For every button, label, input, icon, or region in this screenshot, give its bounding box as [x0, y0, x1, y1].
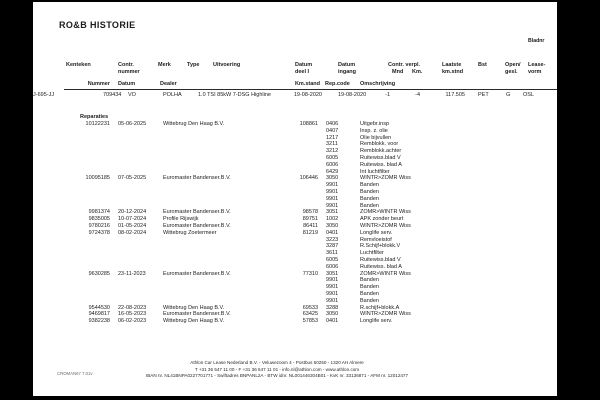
repair-description: R.Schijf+blokk.V	[360, 243, 401, 250]
repair-line	[33, 291, 557, 298]
repair-dealer: Wittebrug Den Haag B.V.	[163, 304, 225, 311]
repair-line	[33, 284, 557, 291]
repair-line	[33, 237, 557, 244]
repairs-list	[33, 121, 557, 325]
repair-kmstand: 69533	[302, 304, 318, 311]
repair-code: 3050	[326, 175, 339, 182]
repair-line	[33, 141, 557, 148]
col-header-datum: Datum	[118, 81, 136, 87]
repair-number: 9469817	[88, 311, 110, 318]
vehicle-type: POLHA	[163, 92, 182, 98]
repair-code: 3223	[326, 236, 339, 243]
col-header-km: Km.	[412, 69, 423, 75]
repair-line	[33, 189, 557, 196]
repair-description: Ruitewiss.blad V	[360, 256, 401, 263]
repairs-section-title: Reparaties	[80, 114, 109, 120]
footer-registration-line: IBAN nr. NL41BNPA0227701771 - Swiftadres BNPANL2A - BTW idnr. NL001446304B01 - KvK nr. 33136871 - AFM nr. 12012477	[145, 373, 409, 379]
repair-code: 3051	[326, 209, 339, 216]
repair-line	[33, 298, 557, 305]
repair-code: 0406	[326, 121, 339, 127]
repair-number: 9835005	[88, 216, 110, 223]
vehicle-uitvoering: 1.0 TSI 85kW 7-DSG Highline	[198, 92, 271, 98]
repair-description: R.schijf+blokk.A	[360, 304, 400, 311]
repair-code: 3050	[326, 222, 339, 229]
repair-description: Olie bijvullen	[360, 134, 392, 141]
repair-kmstand: 108861	[299, 121, 318, 127]
repair-code: 0401	[326, 229, 339, 236]
col-header-kenteken: Kenteken	[66, 62, 91, 68]
repair-line	[33, 135, 557, 142]
repair-description: WINTR>ZOMR Wiss	[360, 222, 411, 229]
repair-code: 6005	[326, 154, 339, 161]
repair-line	[33, 121, 557, 128]
repair-line	[33, 209, 557, 216]
repair-kmstand: 98578	[302, 209, 318, 216]
repair-code: 3050	[326, 311, 339, 318]
col-header-kmstand: Km.stand	[294, 81, 320, 87]
repair-dealer: Profile Rijswijk	[163, 216, 199, 223]
col-header-open-gesl-line2: gesl.	[505, 69, 518, 75]
repair-code: 6006	[326, 263, 339, 270]
col-header-laatste-kmstnd-line2: km.stnd	[442, 69, 464, 75]
repair-code: 3211	[326, 141, 338, 148]
repair-description: Banden	[360, 297, 379, 304]
repair-dealer: Euromaster Bandenser.B.V.	[163, 209, 231, 216]
col-header-omschrijving: Omschrijving	[360, 81, 396, 87]
repair-code: 6005	[326, 256, 339, 263]
repair-line	[33, 311, 557, 318]
repair-kmstand: 57853	[302, 318, 318, 325]
repair-date: 05-06-2025	[118, 121, 147, 127]
repair-line	[33, 216, 557, 223]
repair-kmstand: 81219	[302, 229, 318, 236]
page-number-label: Bladnr	[528, 38, 545, 44]
repair-line	[33, 128, 557, 135]
repair-description: Ruitewiss. blad A	[360, 161, 402, 168]
repair-line	[33, 264, 557, 271]
repair-line	[33, 182, 557, 189]
vehicle-contr-verpl-km: -4	[415, 92, 420, 98]
repair-kmstand: 106446	[299, 175, 318, 182]
repair-code: 3288	[326, 304, 339, 311]
repair-description: Insp. z. olie	[360, 127, 388, 134]
page-title: RO&B HISTORIE	[59, 20, 136, 30]
repair-description: Remblokk.achter	[360, 148, 402, 155]
repair-description: Banden	[360, 202, 379, 209]
repair-number: 9780216	[88, 222, 110, 229]
repair-date: 10-07-2024	[118, 216, 147, 223]
repair-description: Banden	[360, 182, 379, 189]
repair-date: 22-08-2023	[118, 304, 147, 311]
repair-code: 9901	[326, 188, 339, 195]
repair-description: Banden	[360, 277, 379, 284]
repair-code: 9901	[326, 195, 339, 202]
repair-description: Remblokk. voor	[360, 141, 399, 148]
repair-number: 9630285	[88, 270, 110, 277]
repair-line	[33, 277, 557, 284]
col-header-bst: Bst	[478, 62, 487, 68]
repair-line	[33, 175, 557, 182]
col-header-nummer: Nummer	[87, 81, 110, 87]
repair-line	[33, 230, 557, 237]
repair-code: 0407	[326, 127, 339, 134]
repair-line	[33, 305, 557, 312]
repair-description: Uitgebr.insp	[360, 121, 390, 127]
repair-code: 3212	[326, 148, 339, 155]
repair-code: 0401	[326, 318, 339, 325]
repair-kmstand: 77310	[302, 270, 318, 277]
repair-code: 6006	[326, 161, 339, 168]
col-header-uitvoering: Uitvoering	[213, 62, 241, 68]
col-header-datum-ingang-line2: ingang	[338, 69, 357, 75]
col-header-datum-deel-i-line2: deel I	[295, 69, 310, 75]
repair-code: 3611	[326, 250, 338, 257]
repair-dealer: Wittebrug Den Haag B.V.	[163, 121, 225, 127]
repair-description: ZOMR>WINTR Wiss	[360, 209, 411, 216]
col-header-contr-nummer-line1: Contr.	[118, 62, 134, 68]
vehicle-kenteken: J-695-JJ	[33, 92, 55, 98]
repair-kmstand: 86411	[303, 222, 318, 229]
repair-number: 9724378	[88, 229, 110, 236]
repair-line	[33, 243, 557, 250]
repair-line	[33, 250, 557, 257]
repair-number: 9981374	[88, 209, 110, 216]
col-header-laatste-kmstnd-line1: Laatste	[442, 62, 462, 68]
repair-date: 20-12-2024	[118, 209, 147, 216]
col-header-dealer: Dealer	[160, 81, 177, 87]
col-header-type: Type	[187, 62, 200, 68]
vehicle-contract-number: 709434	[103, 92, 122, 98]
repair-line	[33, 318, 557, 325]
vehicle-laatste-kmstnd: 117.505	[445, 92, 465, 98]
repair-code: 1002	[326, 216, 339, 223]
col-header-datum-ingang-line1: Datum	[338, 62, 356, 68]
repair-number: 9544530	[88, 304, 110, 311]
company-footer	[33, 360, 521, 380]
repair-code: 1217	[326, 134, 339, 141]
repair-number: 10122231	[85, 121, 110, 127]
footer-address-line: Athlon Car Lease Nederland B.V. - Veluwezoom 4 - Postbus 60250 - 1320 AH Almere	[190, 360, 364, 365]
repair-description: APK zonder beurt	[360, 216, 404, 223]
repair-date: 07-05-2025	[118, 175, 147, 182]
repair-line	[33, 148, 557, 155]
repair-description: Banden	[360, 188, 379, 195]
repair-description: WINTR>ZOMR Wiss	[360, 311, 411, 318]
repair-date: 08-02-2024	[118, 229, 147, 236]
repair-dealer: Euromaster Bandenser.B.V.	[163, 175, 231, 182]
repair-line	[33, 271, 557, 278]
repair-code: 3287	[326, 243, 339, 250]
repair-number: 10095185	[85, 175, 110, 182]
repair-dealer: Euromaster Bandenser.B.V.	[163, 270, 231, 277]
col-header-contr-verpl: Contr. verpl.	[388, 62, 421, 68]
col-header-leasevorm-line1: Lease-	[528, 62, 546, 68]
repair-line	[33, 223, 557, 230]
repair-description: Ruitewiss. blad A	[360, 263, 402, 270]
vehicle-contr-verpl-mnd: -1	[385, 92, 390, 98]
repair-description: Longlife serv.	[360, 318, 393, 325]
repair-kmstand: 63425	[302, 311, 318, 318]
repair-code: 9901	[326, 290, 339, 297]
vehicle-leasevorm: OSL	[523, 92, 535, 98]
repair-description: Int luchtfilter	[360, 168, 390, 175]
repair-description: WINTR>ZOMR Wiss	[360, 175, 411, 182]
repair-code: 9901	[326, 277, 339, 284]
repair-code: 9901	[326, 284, 339, 291]
vehicle-merk: VO	[128, 92, 136, 98]
repair-description: Longlife serv.	[360, 229, 393, 236]
header-divider-line	[64, 89, 557, 90]
col-header-merk: Merk	[158, 62, 171, 68]
repair-number: 9382238	[88, 318, 110, 325]
repair-code: 3051	[326, 270, 339, 277]
repair-description: Banden	[360, 290, 379, 297]
vehicle-datum-ingang: 19-08-2020	[338, 92, 367, 98]
col-header-mnd: Mnd	[392, 69, 404, 75]
repair-date: 16-05-2023	[118, 311, 147, 318]
repair-line	[33, 169, 557, 176]
repair-date: 23-11-2023	[118, 270, 146, 277]
repair-line	[33, 155, 557, 162]
col-header-open-gesl-line1: Open/	[505, 62, 521, 68]
repair-line	[33, 196, 557, 203]
repair-code: 9901	[326, 202, 339, 209]
repair-description: ZOMR>WINTR Wiss	[360, 270, 411, 277]
col-header-repcode: Rep.code	[325, 81, 350, 87]
repair-date: 01-05-2024	[118, 222, 147, 229]
repair-dealer: Euromaster Bandenser.B.V.	[163, 222, 231, 229]
col-header-leasevorm-line2: vorm	[528, 69, 542, 75]
vehicle-datum-deel-i: 19-08-2020	[293, 92, 322, 98]
col-header-datum-deel-i-line1: Datum	[295, 62, 313, 68]
report-version-label: CROMAN67 7.01v	[57, 371, 93, 376]
document-page	[33, 2, 557, 396]
repair-description: Remvloeistof	[360, 236, 392, 243]
footer-contact-line: T +31 36 547 11 00 - F +31 36 547 11 01 - info.nl@athlon.com - www.athlon.com	[194, 366, 360, 372]
col-header-contr-nummer-line2: nummer	[118, 69, 140, 75]
repair-description: Ruitewiss.blad V	[360, 154, 401, 161]
repair-description: Banden	[360, 195, 379, 202]
repair-dealer: Wittebrug Den Haag B.V.	[163, 318, 225, 325]
repair-code: 9901	[326, 182, 339, 189]
repair-code: 9901	[326, 297, 339, 304]
repair-code: 6429	[326, 168, 339, 175]
repair-line	[33, 257, 557, 264]
repair-dealer: Euromaster Bandenser.B.V.	[163, 311, 231, 318]
vehicle-bst: PET	[478, 92, 489, 98]
repair-line	[33, 162, 557, 169]
repair-line	[33, 203, 557, 210]
repair-description: Banden	[360, 284, 379, 291]
repair-description: Luchtfilter	[360, 250, 384, 257]
repair-date: 06-02-2023	[118, 318, 147, 325]
repair-dealer: Wittebrug Zoetermeer	[163, 229, 217, 236]
repair-kmstand: 89751	[302, 216, 318, 223]
vehicle-open-gesl: G	[506, 92, 511, 98]
